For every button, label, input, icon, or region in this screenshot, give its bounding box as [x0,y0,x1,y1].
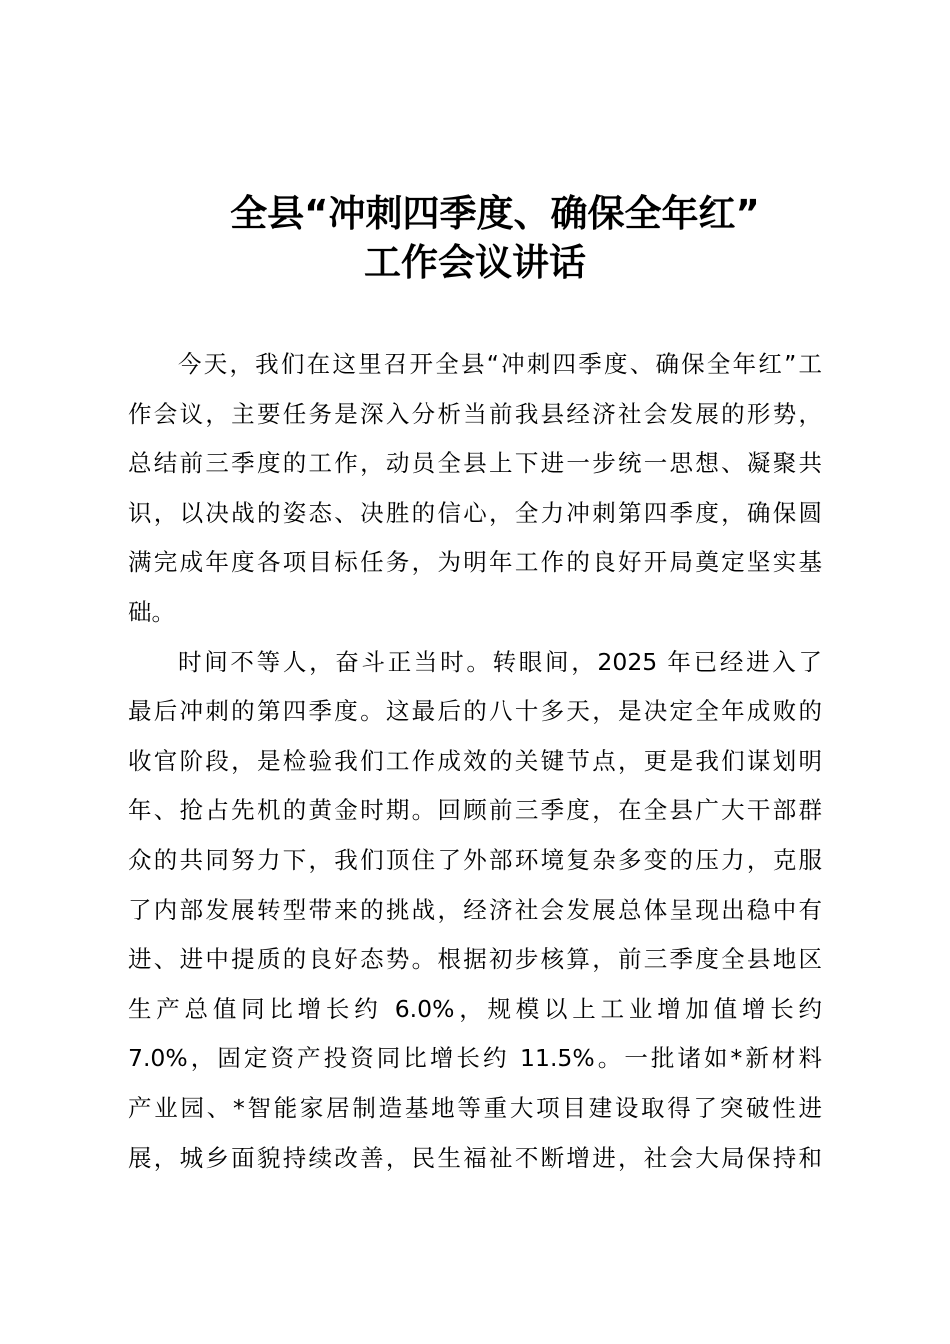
text-line: 作会议，主要任务是深入分析当前我县经济社会发展的形势， [128,399,822,428]
text-line: 时间不等人，奋斗正当时。转眼间，2025 年已经进入了 [178,647,822,676]
text-line: 满完成年度各项目标任务，为明年工作的良好开局奠定坚实基 [128,548,822,577]
document-title-line-1: 全县“冲刺四季度、确保全年红” [230,192,760,235]
text-line: 展，城乡面貌持续改善，民生福祉不断增进，社会大局保持和 [128,1143,822,1172]
text-line: 7.0%，固定资产投资同比增长约 11.5%。一批诸如*新材料 [128,1044,822,1073]
text-line: 总结前三季度的工作，动员全县上下进一步统一思想、凝聚共 [128,449,822,478]
paragraph-2 [128,638,822,1184]
text-line: 产业园、*智能家居制造基地等重大项目建设取得了突破性进 [128,1093,822,1122]
text-line: 识，以决战的姿态、决胜的信心，全力冲刺第四季度，确保圆 [128,498,822,527]
text-line: 了内部发展转型带来的挑战，经济社会发展总体呈现出稳中有 [128,895,822,924]
text-line: 众的共同努力下，我们顶住了外部环境复杂多变的压力，克服 [128,845,822,874]
document-body [128,340,822,1183]
paragraph-1 [128,340,822,638]
text-line: 础。 [128,597,175,626]
text-line: 年、抢占先机的黄金时期。回顾前三季度，在全县广大干部群 [128,796,822,825]
text-line: 生产总值同比增长约 6.0%，规模以上工业增加值增长约 [128,994,822,1023]
text-line: 收官阶段，是检验我们工作成效的关键节点，更是我们谋划明 [128,746,822,775]
text-line: 进、进中提质的良好态势。根据初步核算，前三季度全县地区 [128,945,822,974]
document-title-line-2: 工作会议讲话 [364,241,586,284]
text-line: 今天，我们在这里召开全县“冲刺四季度、确保全年红”工 [178,350,822,378]
text-line: 最后冲刺的第四季度。这最后的八十多天，是决定全年成败的 [128,697,822,726]
